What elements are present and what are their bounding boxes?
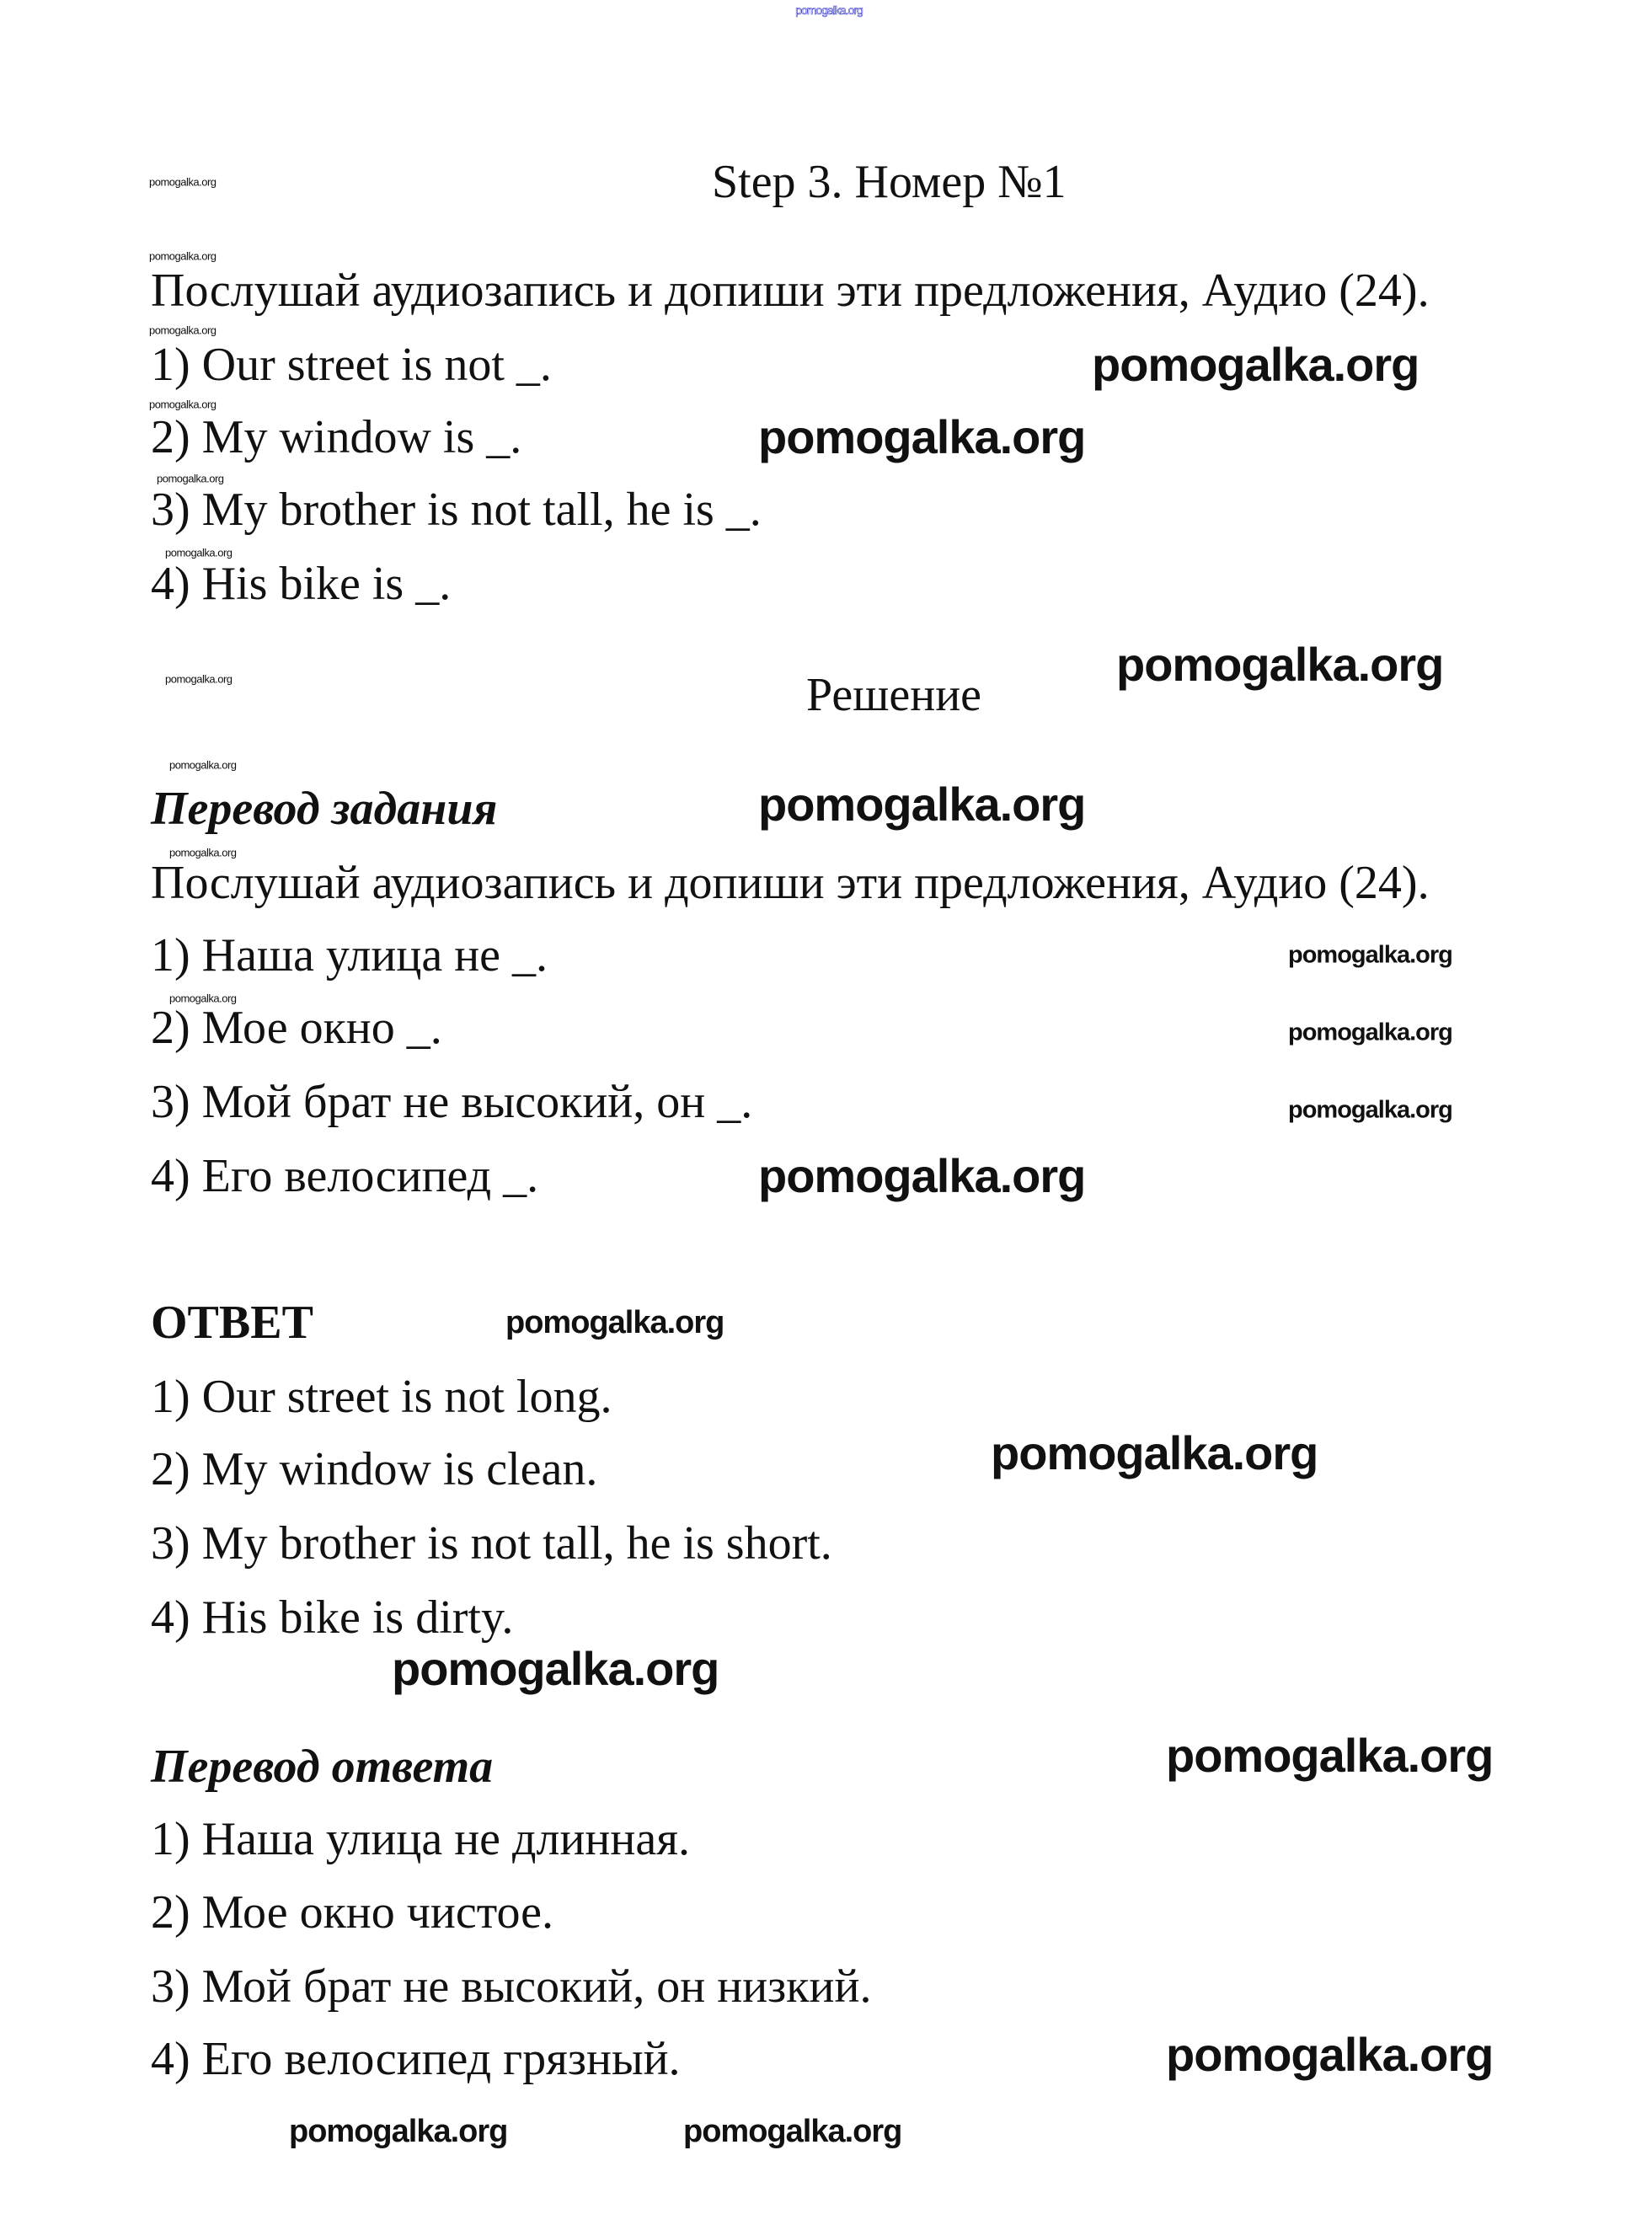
watermark: pomogalka.org <box>758 1149 1086 1202</box>
task-translation-item: 2) Мое окно _. <box>151 1002 442 1054</box>
watermark: pomogalka.org <box>149 324 217 337</box>
watermark: pomogalka.org <box>1166 2028 1494 2081</box>
watermark: pomogalka.org <box>169 992 237 1005</box>
task-translation-item: 3) Мой брат не высокий, он _. <box>151 1076 753 1128</box>
watermark: pomogalka.org <box>758 410 1086 463</box>
watermark: pomogalka.org <box>795 3 863 17</box>
task-translation-instruction: Послушай аудиозапись и допиши эти предложения, Аудио (24). <box>151 857 1430 909</box>
answer-item: 3) My brother is not tall, he is short. <box>151 1517 832 1570</box>
answer-translation-item: 4) Его велосипед грязный. <box>151 2033 681 2085</box>
watermark: pomogalka.org <box>157 472 224 485</box>
answer-translation-item: 3) Мой брат не высокий, он низкий. <box>151 1960 872 2013</box>
watermark: pomogalka.org <box>149 398 217 411</box>
watermark: pomogalka.org <box>991 1426 1318 1479</box>
watermark: pomogalka.org <box>165 672 233 686</box>
task-item: 2) My window is _. <box>151 411 522 463</box>
task-item: 4) His bike is _. <box>151 558 452 610</box>
answer-translation-item: 1) Наша улица не длинная. <box>151 1813 690 1865</box>
task-item: 1) Our street is not _. <box>151 339 552 391</box>
answer-translation-heading: Перевод ответа <box>151 1741 494 1793</box>
task-translation-item: 4) Его велосипед _. <box>151 1150 539 1202</box>
answer-item: 2) My window is clean. <box>151 1443 598 1495</box>
watermark: pomogalka.org <box>683 2114 902 2149</box>
watermark: pomogalka.org <box>1092 338 1419 391</box>
watermark: pomogalka.org <box>169 758 237 772</box>
answer-item: 4) His bike is dirty. <box>151 1591 514 1644</box>
watermark: pomogalka.org <box>1288 1019 1452 1046</box>
watermark: pomogalka.org <box>165 546 233 559</box>
watermark: pomogalka.org <box>289 2114 508 2149</box>
answer-item: 1) Our street is not long. <box>151 1371 612 1423</box>
watermark: pomogalka.org <box>758 778 1086 831</box>
page-title: Step 3. Номер №1 <box>712 156 1067 208</box>
task-instruction: Послушай аудиозапись и допиши эти предложения, Аудио (24). <box>151 265 1430 317</box>
task-translation-item: 1) Наша улица не _. <box>151 929 548 981</box>
watermark: pomogalka.org <box>1116 638 1444 691</box>
answer-heading: ОТВЕТ <box>151 1297 313 1349</box>
watermark: pomogalka.org <box>392 1642 719 1695</box>
watermark: pomogalka.org <box>149 175 217 189</box>
watermark: pomogalka.org <box>149 249 217 263</box>
watermark: pomogalka.org <box>1288 941 1452 969</box>
solution-label: Решение <box>806 669 982 721</box>
task-item: 3) My brother is not tall, he is _. <box>151 484 762 536</box>
watermark: pomogalka.org <box>169 846 237 859</box>
answer-translation-item: 2) Мое окно чистое. <box>151 1886 554 1939</box>
watermark: pomogalka.org <box>505 1305 724 1340</box>
watermark: pomogalka.org <box>1166 1729 1494 1782</box>
task-translation-heading: Перевод задания <box>151 783 498 835</box>
watermark: pomogalka.org <box>1288 1096 1452 1124</box>
